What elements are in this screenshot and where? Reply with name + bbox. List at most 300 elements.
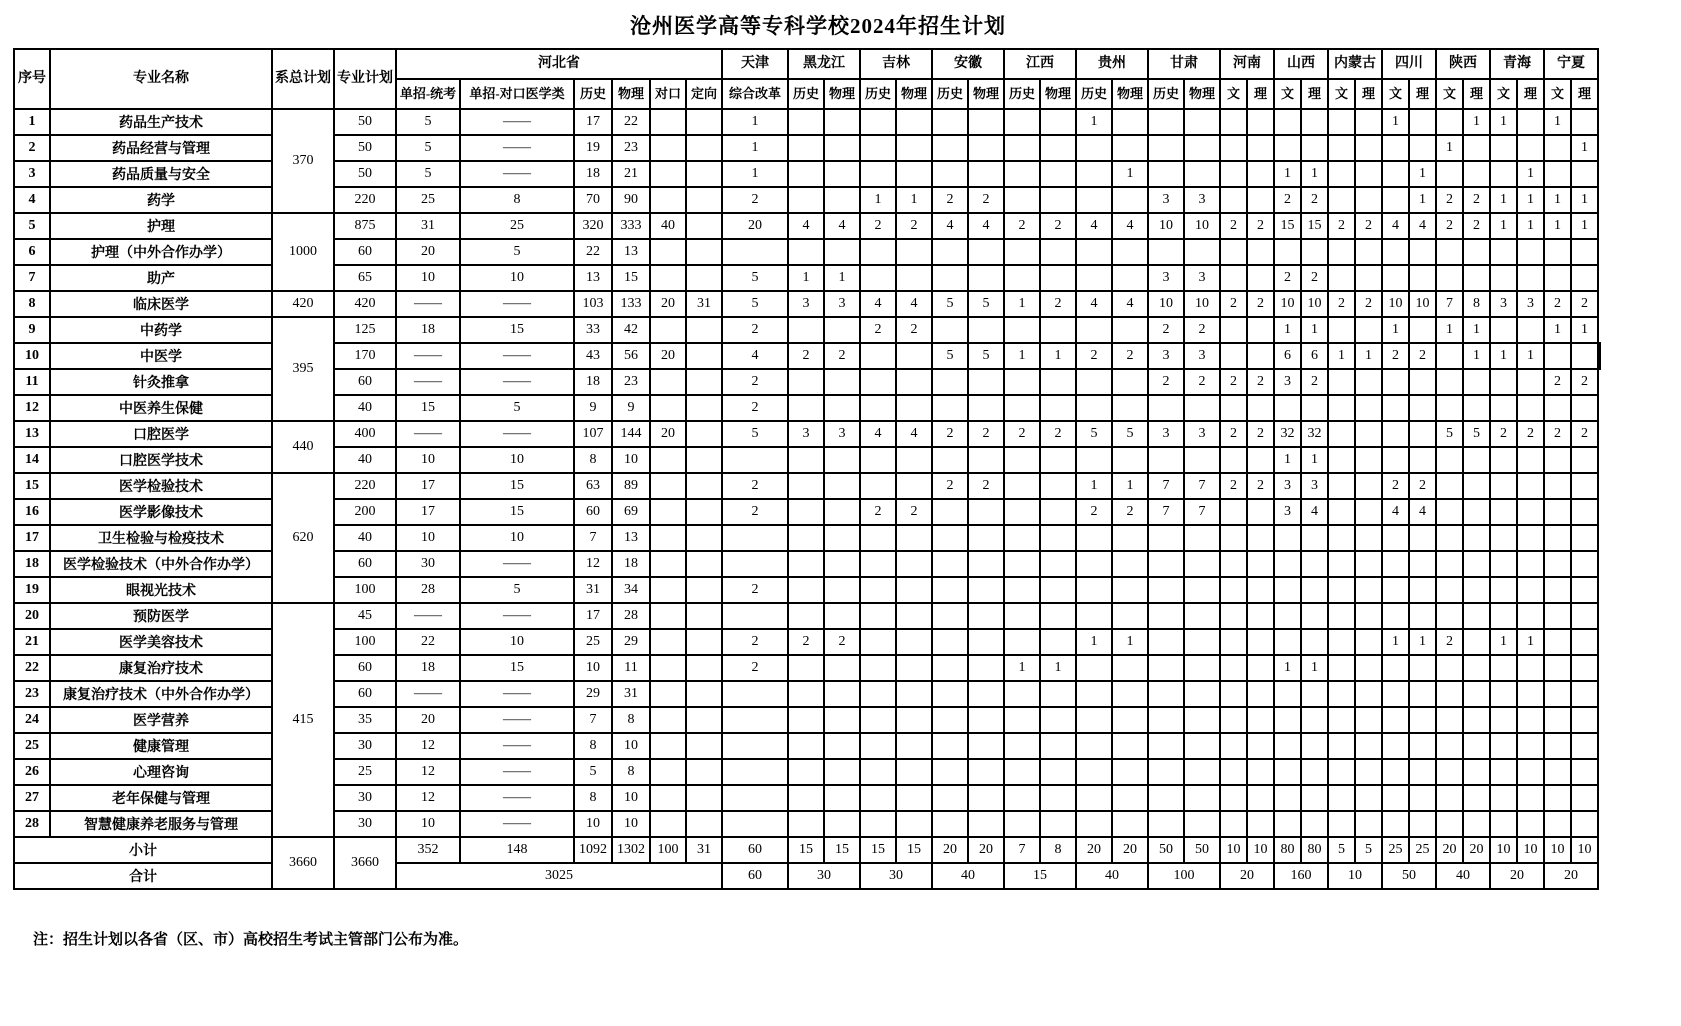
plan-value xyxy=(1148,759,1184,785)
plan-value xyxy=(1571,239,1598,265)
plan-value xyxy=(1517,655,1544,681)
plan-value xyxy=(1328,811,1355,837)
plan-value: 2 xyxy=(722,655,788,681)
plan-value: 9 xyxy=(574,395,612,421)
plan-value: 2 xyxy=(1436,213,1463,239)
plan-value: 10 xyxy=(460,525,574,551)
plan-value xyxy=(1148,577,1184,603)
plan-value xyxy=(1571,395,1598,421)
header-province: 甘肃 xyxy=(1148,49,1220,79)
plan-value: 3 xyxy=(1148,265,1184,291)
major-name: 医学影像技术 xyxy=(50,499,272,525)
plan-value xyxy=(1382,785,1409,811)
subtotal-value: 10 xyxy=(1544,837,1571,863)
plan-value xyxy=(1436,811,1463,837)
plan-value xyxy=(1382,811,1409,837)
plan-value: 2 xyxy=(1382,343,1409,369)
plan-value xyxy=(968,395,1004,421)
plan-value: 5 xyxy=(460,239,574,265)
plan-value xyxy=(1409,551,1436,577)
table-row xyxy=(14,447,1600,473)
plan-value xyxy=(650,499,686,525)
plan-value xyxy=(824,551,860,577)
plan-value xyxy=(932,551,968,577)
plan-value xyxy=(1436,395,1463,421)
plan-value: 3 xyxy=(1490,291,1517,317)
plan-value xyxy=(1004,395,1040,421)
plan-value xyxy=(650,369,686,395)
plan-value xyxy=(1382,603,1409,629)
plan-value: 17 xyxy=(574,603,612,629)
plan-value xyxy=(968,265,1004,291)
plan-value xyxy=(1148,811,1184,837)
plan-value xyxy=(1112,655,1148,681)
plan-value: 2 xyxy=(1544,291,1571,317)
plan-value: 11 xyxy=(612,655,650,681)
plan-value: 1 xyxy=(1571,135,1598,161)
table-row xyxy=(14,603,1600,629)
plan-value: 13 xyxy=(612,525,650,551)
plan-value xyxy=(1148,447,1184,473)
plan-value xyxy=(1355,785,1382,811)
plan-value xyxy=(1490,499,1517,525)
plan-value xyxy=(860,759,896,785)
plan-value xyxy=(1382,447,1409,473)
plan-value xyxy=(1436,603,1463,629)
plan-value xyxy=(1112,395,1148,421)
plan-value xyxy=(1301,603,1328,629)
plan-value: 2 xyxy=(722,395,788,421)
plan-value: 4 xyxy=(1409,499,1436,525)
plan-value xyxy=(1463,447,1490,473)
plan-value xyxy=(650,681,686,707)
dept-total-plan: 395 xyxy=(272,317,334,421)
plan-value xyxy=(1274,733,1301,759)
plan-value: 15 xyxy=(460,499,574,525)
plan-value: 6 xyxy=(1301,343,1328,369)
plan-value xyxy=(1004,109,1040,135)
subtotal-value: 80 xyxy=(1274,837,1301,863)
major-plan: 60 xyxy=(334,369,396,395)
plan-value xyxy=(824,109,860,135)
major-plan: 60 xyxy=(334,551,396,577)
header-subcolumn: 定向 xyxy=(686,79,722,109)
plan-value xyxy=(1355,187,1382,213)
plan-value: 1 xyxy=(1382,109,1409,135)
major-name: 预防医学 xyxy=(50,603,272,629)
plan-value: 4 xyxy=(932,213,968,239)
major-plan: 40 xyxy=(334,447,396,473)
subtotal-value: 20 xyxy=(1112,837,1148,863)
plan-value: 2 xyxy=(860,317,896,343)
plan-value xyxy=(788,447,824,473)
plan-value xyxy=(650,187,686,213)
plan-value: 4 xyxy=(1112,213,1148,239)
plan-value xyxy=(824,447,860,473)
plan-value: —— xyxy=(460,551,574,577)
plan-value: 7 xyxy=(574,525,612,551)
dept-total-plan: 420 xyxy=(272,291,334,317)
plan-value: 1 xyxy=(1040,655,1076,681)
plan-value xyxy=(1247,629,1274,655)
plan-value xyxy=(1328,525,1355,551)
plan-value: 2 xyxy=(1274,187,1301,213)
plan-value xyxy=(824,655,860,681)
plan-value xyxy=(1274,525,1301,551)
plan-value: 4 xyxy=(896,291,932,317)
plan-value xyxy=(1004,629,1040,655)
plan-value xyxy=(1409,265,1436,291)
plan-value xyxy=(1436,473,1463,499)
plan-value xyxy=(1463,655,1490,681)
plan-value: —— xyxy=(460,291,574,317)
header-subcolumn: 理 xyxy=(1463,79,1490,109)
plan-value xyxy=(1463,265,1490,291)
plan-value xyxy=(968,499,1004,525)
plan-value xyxy=(1436,525,1463,551)
header-province: 陕西 xyxy=(1436,49,1490,79)
plan-value: 3 xyxy=(1148,187,1184,213)
plan-value xyxy=(824,499,860,525)
plan-value: 23 xyxy=(612,135,650,161)
plan-value xyxy=(1112,707,1148,733)
plan-value xyxy=(860,811,896,837)
plan-value: 1 xyxy=(1274,317,1301,343)
table-row xyxy=(14,317,1600,343)
dept-total-plan: 415 xyxy=(272,603,334,837)
table-row xyxy=(14,369,1600,395)
plan-value: 2 xyxy=(722,473,788,499)
plan-value xyxy=(1328,109,1355,135)
subtotal-value: 10 xyxy=(1247,837,1274,863)
plan-value: 2 xyxy=(1184,317,1220,343)
subtotal-value: 100 xyxy=(650,837,686,863)
subtotal-value: 352 xyxy=(396,837,460,863)
plan-value: 144 xyxy=(612,421,650,447)
major-plan: 170 xyxy=(334,343,396,369)
subtotal-value: 10 xyxy=(1220,837,1247,863)
grand-total-label: 合计 xyxy=(14,863,272,889)
plan-value xyxy=(1247,811,1274,837)
plan-value xyxy=(1004,265,1040,291)
plan-value xyxy=(824,395,860,421)
row-number: 16 xyxy=(14,499,50,525)
plan-value xyxy=(1409,759,1436,785)
plan-value: 2 xyxy=(1328,291,1355,317)
grand-total-value: 160 xyxy=(1274,863,1328,889)
row-number: 25 xyxy=(14,733,50,759)
plan-value xyxy=(1598,343,1600,369)
plan-value xyxy=(1220,785,1247,811)
plan-value: 20 xyxy=(722,213,788,239)
plan-value xyxy=(1004,759,1040,785)
plan-value: 3 xyxy=(824,291,860,317)
table-row xyxy=(14,161,1600,187)
plan-value: 69 xyxy=(612,499,650,525)
subtotal-value: 80 xyxy=(1301,837,1328,863)
plan-value xyxy=(788,577,824,603)
plan-value: 10 xyxy=(460,447,574,473)
plan-value xyxy=(1076,369,1112,395)
plan-value xyxy=(1247,551,1274,577)
plan-value xyxy=(896,733,932,759)
plan-value xyxy=(1571,785,1598,811)
plan-value xyxy=(1436,499,1463,525)
plan-value: 5 xyxy=(1112,421,1148,447)
row-number: 22 xyxy=(14,655,50,681)
plan-value xyxy=(1409,525,1436,551)
plan-value xyxy=(1247,395,1274,421)
plan-value xyxy=(650,733,686,759)
header-subcolumn: 理 xyxy=(1409,79,1436,109)
plan-value xyxy=(1076,811,1112,837)
plan-value xyxy=(1463,499,1490,525)
plan-value xyxy=(1184,707,1220,733)
plan-value xyxy=(1112,109,1148,135)
plan-value: 2 xyxy=(1148,317,1184,343)
plan-value xyxy=(1220,135,1247,161)
plan-value: 10 xyxy=(612,733,650,759)
plan-value xyxy=(1301,525,1328,551)
plan-value xyxy=(1040,811,1076,837)
table-row xyxy=(14,525,1600,551)
major-plan: 50 xyxy=(334,161,396,187)
header-subcolumn: 历史 xyxy=(860,79,896,109)
plan-value xyxy=(1274,603,1301,629)
plan-value xyxy=(1436,577,1463,603)
dept-total-plan: 620 xyxy=(272,473,334,603)
plan-value: 1 xyxy=(1517,213,1544,239)
plan-value xyxy=(650,161,686,187)
grand-total-row xyxy=(14,863,1600,889)
plan-value xyxy=(1112,759,1148,785)
plan-value xyxy=(1382,525,1409,551)
plan-value: 107 xyxy=(574,421,612,447)
plan-value xyxy=(1517,785,1544,811)
table-body xyxy=(14,109,1600,889)
major-plan: 200 xyxy=(334,499,396,525)
plan-value xyxy=(1184,577,1220,603)
plan-value xyxy=(788,499,824,525)
plan-value: 2 xyxy=(1220,473,1247,499)
plan-value: 7 xyxy=(1436,291,1463,317)
plan-value xyxy=(896,551,932,577)
plan-value xyxy=(686,577,722,603)
major-plan: 30 xyxy=(334,811,396,837)
plan-value: 2 xyxy=(1112,343,1148,369)
plan-value xyxy=(824,811,860,837)
plan-value: 3 xyxy=(1184,421,1220,447)
plan-value xyxy=(1490,785,1517,811)
plan-value xyxy=(722,681,788,707)
plan-value xyxy=(1517,707,1544,733)
plan-value xyxy=(650,629,686,655)
header-subcolumn: 历史 xyxy=(788,79,824,109)
plan-value xyxy=(824,577,860,603)
plan-value: 2 xyxy=(1076,499,1112,525)
plan-value: —— xyxy=(460,785,574,811)
plan-value xyxy=(1301,707,1328,733)
plan-value: 4 xyxy=(860,291,896,317)
plan-value xyxy=(1490,239,1517,265)
plan-value: 3 xyxy=(1184,343,1220,369)
plan-value xyxy=(932,395,968,421)
major-name: 老年保健与管理 xyxy=(50,785,272,811)
plan-value: 1 xyxy=(1409,161,1436,187)
plan-value xyxy=(1328,473,1355,499)
plan-value: 5 xyxy=(722,265,788,291)
plan-value: 18 xyxy=(574,369,612,395)
plan-value xyxy=(788,681,824,707)
plan-value xyxy=(1382,421,1409,447)
plan-value: 4 xyxy=(1382,213,1409,239)
plan-value xyxy=(1076,265,1112,291)
plan-value xyxy=(1004,473,1040,499)
plan-value xyxy=(1517,135,1544,161)
plan-value: 1 xyxy=(1436,135,1463,161)
plan-value xyxy=(1220,551,1247,577)
plan-value xyxy=(1355,525,1382,551)
plan-value xyxy=(932,577,968,603)
header-province: 河南 xyxy=(1220,49,1274,79)
plan-value xyxy=(1571,655,1598,681)
plan-value xyxy=(1436,369,1463,395)
plan-value xyxy=(1220,161,1247,187)
plan-value xyxy=(686,213,722,239)
plan-value xyxy=(1076,525,1112,551)
plan-value xyxy=(650,759,686,785)
header-subcolumn: 历史 xyxy=(1004,79,1040,109)
plan-value: 5 xyxy=(722,291,788,317)
grand-total-value: 40 xyxy=(932,863,1004,889)
plan-value: 2 xyxy=(824,343,860,369)
plan-value xyxy=(1112,265,1148,291)
plan-value xyxy=(1040,447,1076,473)
header-subcolumn: 单招-对口医学类 xyxy=(460,79,574,109)
plan-value xyxy=(1382,733,1409,759)
plan-value xyxy=(788,369,824,395)
plan-value: 1 xyxy=(1490,187,1517,213)
major-plan: 65 xyxy=(334,265,396,291)
plan-value xyxy=(1355,681,1382,707)
table-row xyxy=(14,759,1600,785)
plan-value xyxy=(1040,603,1076,629)
plan-value: 2 xyxy=(1301,265,1328,291)
plan-value xyxy=(1184,447,1220,473)
plan-value xyxy=(1490,811,1517,837)
plan-value xyxy=(1076,707,1112,733)
plan-value: 2 xyxy=(968,473,1004,499)
plan-value xyxy=(1004,317,1040,343)
plan-value xyxy=(1148,161,1184,187)
plan-value xyxy=(1184,733,1220,759)
plan-value: 33 xyxy=(574,317,612,343)
major-name: 健康管理 xyxy=(50,733,272,759)
plan-value: 10 xyxy=(1409,291,1436,317)
plan-value xyxy=(1112,733,1148,759)
plan-value xyxy=(1409,135,1436,161)
plan-value xyxy=(686,551,722,577)
plan-value xyxy=(1463,239,1490,265)
plan-value: 1 xyxy=(788,265,824,291)
plan-value: 4 xyxy=(1409,213,1436,239)
plan-value xyxy=(1544,525,1571,551)
plan-value xyxy=(1220,109,1247,135)
plan-grand-total: 3660 xyxy=(334,837,396,889)
plan-value xyxy=(1328,629,1355,655)
plan-value xyxy=(1274,707,1301,733)
plan-value: 4 xyxy=(860,421,896,447)
plan-value xyxy=(896,577,932,603)
header-subcolumn: 文 xyxy=(1436,79,1463,109)
plan-value xyxy=(860,577,896,603)
plan-value xyxy=(650,655,686,681)
plan-value xyxy=(860,239,896,265)
subtotal-value: 50 xyxy=(1148,837,1184,863)
plan-value xyxy=(1409,707,1436,733)
plan-value: 5 xyxy=(722,421,788,447)
table-row xyxy=(14,343,1600,369)
major-name: 中医养生保健 xyxy=(50,395,272,421)
plan-value: 10 xyxy=(1274,291,1301,317)
plan-value xyxy=(1436,109,1463,135)
plan-value: 1 xyxy=(1328,343,1355,369)
subtotal-value: 15 xyxy=(896,837,932,863)
plan-value: 1 xyxy=(1544,317,1571,343)
plan-value xyxy=(686,109,722,135)
plan-value xyxy=(968,785,1004,811)
plan-value: 31 xyxy=(612,681,650,707)
plan-value xyxy=(1544,265,1571,291)
plan-value: 70 xyxy=(574,187,612,213)
plan-value: —— xyxy=(396,369,460,395)
plan-value xyxy=(1004,499,1040,525)
plan-value xyxy=(932,759,968,785)
plan-value: 2 xyxy=(1247,213,1274,239)
plan-value: 5 xyxy=(1463,421,1490,447)
plan-value xyxy=(1220,629,1247,655)
plan-value: 5 xyxy=(968,343,1004,369)
plan-value xyxy=(1274,759,1301,785)
dept-total-plan: 1000 xyxy=(272,213,334,291)
plan-value: 63 xyxy=(574,473,612,499)
plan-value: 5 xyxy=(932,291,968,317)
table-row xyxy=(14,135,1600,161)
plan-value xyxy=(686,499,722,525)
plan-value xyxy=(968,733,1004,759)
plan-value: 2 xyxy=(1040,291,1076,317)
plan-value: 1 xyxy=(896,187,932,213)
plan-value: 1 xyxy=(1544,213,1571,239)
plan-value: 25 xyxy=(396,187,460,213)
grand-total-value: 20 xyxy=(1220,863,1274,889)
plan-value: 3 xyxy=(1517,291,1544,317)
plan-value: 1 xyxy=(1490,629,1517,655)
subtotal-value: 25 xyxy=(1409,837,1436,863)
plan-value xyxy=(686,733,722,759)
plan-value xyxy=(722,447,788,473)
plan-value xyxy=(1544,733,1571,759)
plan-value: 31 xyxy=(574,577,612,603)
plan-value xyxy=(1148,655,1184,681)
plan-value xyxy=(1247,239,1274,265)
major-plan: 25 xyxy=(334,759,396,785)
plan-value xyxy=(1148,551,1184,577)
row-number: 15 xyxy=(14,473,50,499)
plan-value xyxy=(824,161,860,187)
dept-grand-total: 3660 xyxy=(272,837,334,889)
major-name: 医学美容技术 xyxy=(50,629,272,655)
